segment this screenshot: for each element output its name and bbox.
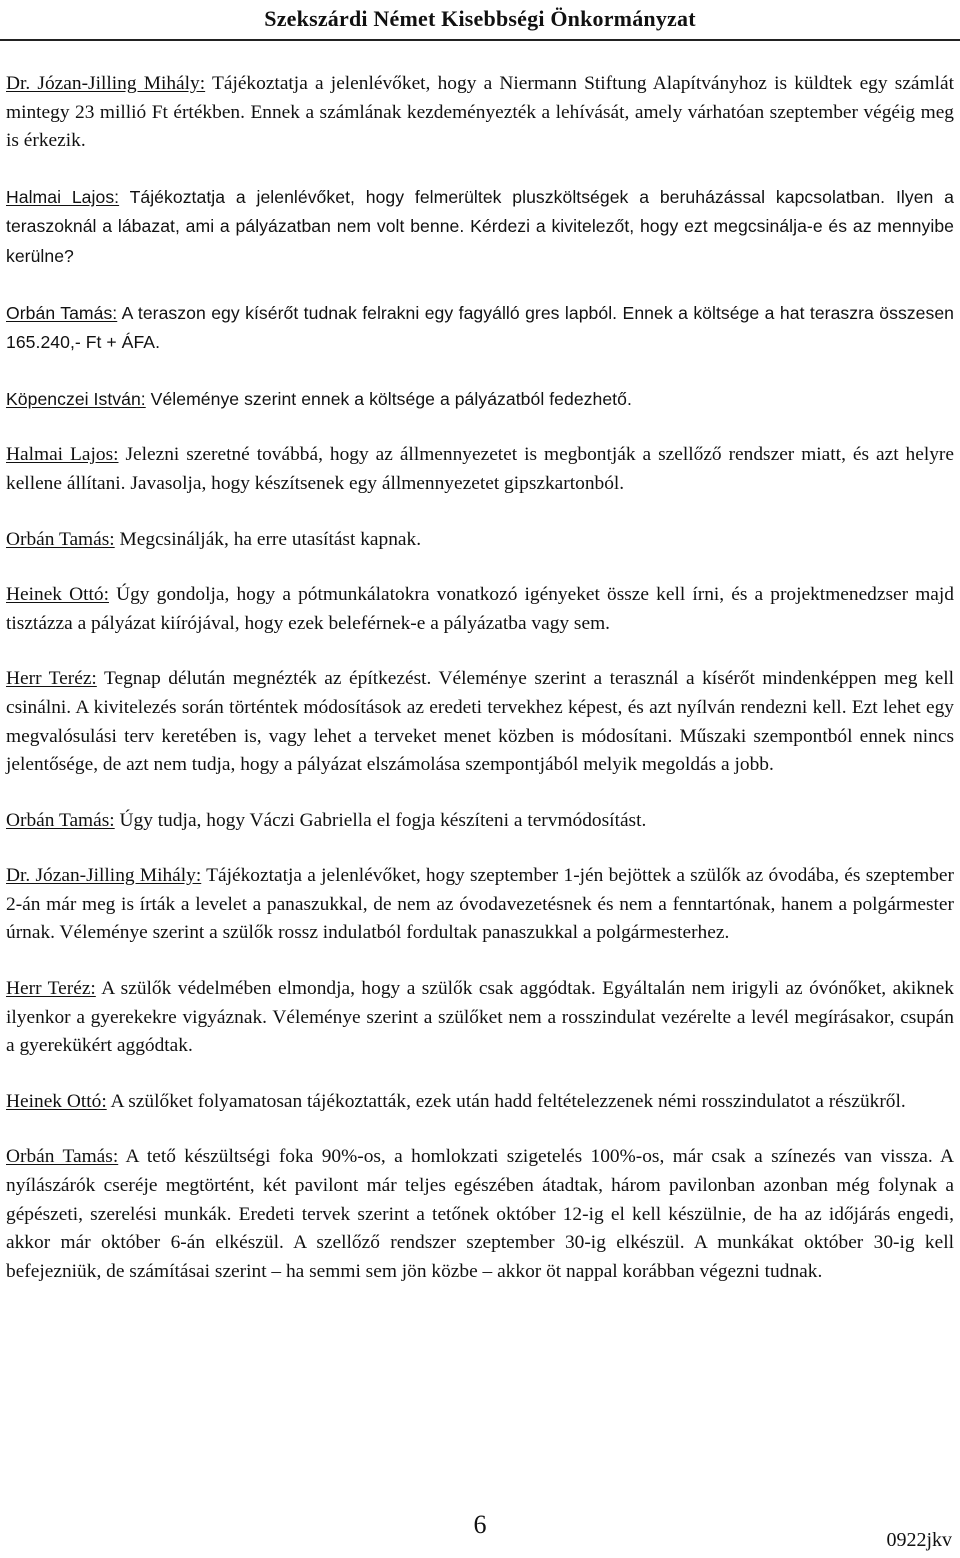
- speaker-name: Dr. Józan-Jilling Mihály:: [6, 865, 202, 887]
- statement-text: Ennek a költsége a hat teraszra összesen 165.240,- Ft + ÁFA.: [6, 302, 954, 353]
- statement-text: Kérdezi a kivitelezőt, hogy ezt megcsinálja-e és az mennyibe kerülne?: [6, 216, 954, 266]
- speaker-name: Herr Teréz:: [6, 978, 96, 1000]
- statement-text: Jelezni szeretné továbbá, hogy az állmennyezetet is megbontják a szellőző rendszer miatt, és azt helyre kellene állítani. Javasolja, hogy készítsenek egy állmennyezetet gipszkartonból.: [6, 444, 954, 494]
- statement-text: Megcsinálják, ha erre utasítást kapnak.: [114, 528, 422, 550]
- statement-text: Tájékoztatja a jelenlévőket, hogy felmerültek pluszköltségek a beruházással kapcsolatban.: [119, 186, 886, 207]
- statement-text: Úgy tudja, hogy Váczi Gabriella el fogja készíteni a tervmódosítást.: [114, 809, 647, 831]
- speaker-name: Heinek Ottó:: [6, 1090, 107, 1112]
- statement-text: A teraszon egy kísérőt tudnak felrakni egy fagyálló gres lapból.: [117, 302, 618, 323]
- paragraph-8: [6, 665, 954, 779]
- speaker-name: Herr Teréz:: [6, 668, 97, 690]
- paragraph-3: [6, 299, 954, 358]
- paragraph-2: [6, 183, 954, 272]
- statement-text: Tájékoztatja a jelenlévőket, hogy a Niermann Stiftung Alapítványhoz is küldtek egy számlát mintegy 23 millió Ft értékben. Ennek a számlának kezdeményezték a lehívását, amely várhatóan szeptember végéig meg is érkezik.: [6, 73, 954, 152]
- paragraph-10: [6, 862, 954, 948]
- statement-text: Ilyen a teraszoknál a lábazat, ami a pályázatban nem volt benne.: [6, 186, 954, 237]
- paragraph-9: [6, 807, 954, 836]
- statement-text: Tegnap délután megnézték az építkezést. Véleménye szerint a terasznál a kísérőt mindenképpen meg kell csinálni. A kivitelezés során történtek módosítások az eredeti tervekhez képest, és azt nyílván rendezni kell. Ezt lehet egy megvalósulási terv keretében is, vagy lehet a terveket menet közben is módosítani. Műszaki szempontból ennek nincs jelentősége, de azt nem tudja, hogy a pályázat elszámolása szempontjából melyik megoldás a jobb.: [6, 668, 954, 776]
- statement-text: Véleménye szerint ennek a költsége a pályázatból fedezhető.: [145, 388, 632, 409]
- statement-text: A szülők védelmében elmondja, hogy a szülők csak aggódtak. Egyáltalán nem irigyli az óvónőket, akiknek ilyenkor a gyerekekre vigyáznak. Véleménye szerint a szülőket nem a rosszindulat vezérelte a levél megírásakor, csupán a gyerekükért aggódtak.: [6, 978, 954, 1057]
- statement-text: Tájékoztatja a jelenlévőket, hogy szeptember 1-jén bejöttek a szülők az óvodába, és szeptember 2-án már meg is írták a levelet a panaszukkal, de nem az óvodavezetésnek és nem a fenntartónak, hanem a polgármester úrnak. Véleménye szerint a szülők rossz indulatból fordultak panaszukkal a polgármesterhez.: [6, 865, 954, 944]
- speaker-name: Orbán Tamás:: [6, 1146, 119, 1168]
- paragraph-6: [6, 526, 954, 555]
- statement-text: A szülőket folyamatosan tájékoztatták, ezek után hadd feltételezzenek némi rosszindulatot a részükről.: [106, 1090, 906, 1112]
- paragraph-13: [6, 1143, 954, 1286]
- speaker-name: Köpenczei István:: [6, 388, 146, 409]
- paragraph-7: [6, 581, 954, 638]
- speaker-name: Orbán Tamás:: [6, 528, 115, 550]
- document-code: 0922jkv: [886, 1529, 952, 1551]
- speaker-name: Orbán Tamás:: [6, 302, 118, 323]
- document-body: [6, 70, 954, 1313]
- speaker-name: Dr. Józan-Jilling Mihály:: [6, 73, 206, 94]
- paragraph-4: [6, 385, 954, 415]
- speaker-name: Orbán Tamás:: [6, 809, 115, 831]
- paragraph-12: [6, 1088, 954, 1117]
- speaker-name: Halmai Lajos:: [6, 444, 119, 466]
- header-rule: [0, 39, 960, 41]
- paragraph-5: [6, 441, 954, 498]
- paragraph-1: [6, 70, 954, 156]
- speaker-name: Heinek Ottó:: [6, 584, 109, 606]
- document-header-title: Szekszárdi Német Kisebbségi Önkormányzat: [264, 6, 696, 31]
- page-number: 6: [473, 1510, 487, 1539]
- speaker-name: Halmai Lajos:: [6, 186, 120, 207]
- statement-text: Úgy gondolja, hogy a pótmunkálatokra vonatkozó igényeket össze kell írni, és a projektmenedzser majd tisztázza a pályázat kiírójával, hogy ezek beleférnek-e a pályázatba vagy sem.: [6, 584, 954, 634]
- paragraph-11: [6, 975, 954, 1061]
- statement-text: A tető készültségi foka 90%-os, a homlokzati szigetelés 100%-os, már csak a színezés van vissza. A nyílászárók cseréje megtörtént, két pavilont már teljes egészében átadtak, három pavilonban azonban még folynak a gépészeti, szerelési munkák. Eredeti tervek szerint a tetőnek október 12-ig el kell készülnie, de ha az időjárás engedi, akkor már október 6-án elkészül. A szellőző rendszer szeptember 30-ig elkészül. A munkákat október 30-ig kell befejezniük, de számításai szerint – ha semmi sem jön közbe – akkor öt nappal korábban végezni tudnak.: [6, 1146, 954, 1282]
